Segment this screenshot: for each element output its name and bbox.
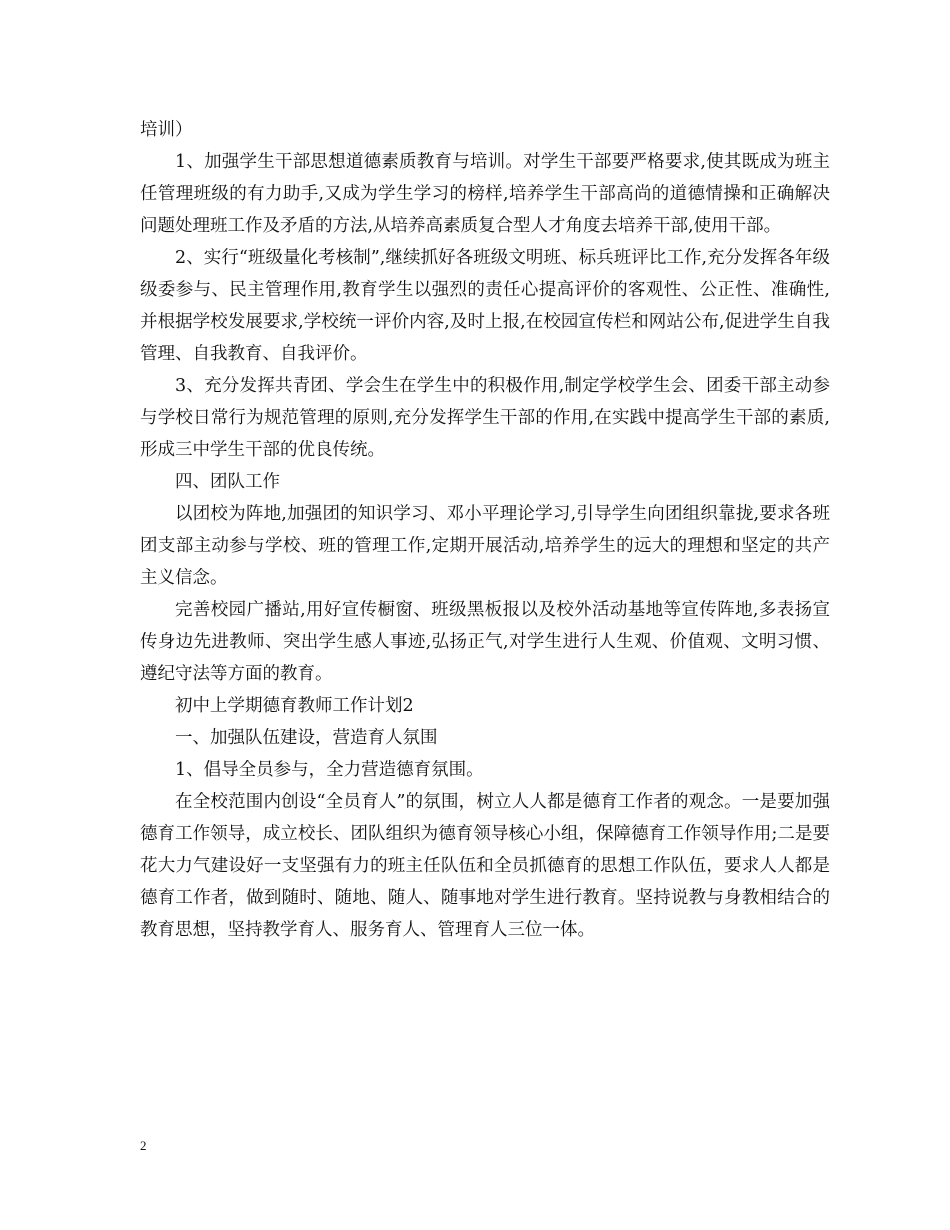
- paragraph-5: 以团校为阵地,加强团的知识学习、邓小平理论学习,引导学生向团组织靠拢,要求各班团支部主动参与学校、班的管理工作,定期开展活动,培养学生的远大的理想和坚定的共产主义信念。: [140, 504, 830, 588]
- page-number: 2: [140, 1138, 147, 1153]
- paragraph-3: 3、充分发挥共青团、学会生在学生中的积极作用,制定学校学生会、团委干部主动参与学校日常行为规范管理的原则,充分发挥学生干部的作用,在实践中提高学生干部的素质,形成三中学生干部的优良传统。: [140, 376, 830, 460]
- paragraph-2: 2、实行“班级量化考核制”,继续抓好各班级文明班、标兵班评比工作,充分发挥各年级级委参与、民主管理作用,教育学生以强烈的责任心提高评价的客观性、公正性、准确性,并根据学校发展要求,学校统一评价内容,及时上报,在校园宣传栏和网站公布,促进学生自我管理、自我教育、自我评价。: [140, 248, 830, 364]
- paragraph-6: 完善校园广播站,用好宣传橱窗、班级黑板报以及校外活动基地等宣传阵地,多表扬宣传身边先进教师、突出学生感人事迹,弘扬正气,对学生进行人生观、价值观、文明习惯、遵纪守法等方面的教育。: [140, 600, 830, 684]
- plan-title-2: 初中上学期德育教师工作计划2: [175, 696, 414, 716]
- section-heading-team-work: 四、团队工作: [175, 472, 280, 492]
- document-body: [140, 114, 830, 946]
- subheading-full-participation: 1、倡导全员参与，全力营造德育氛围。: [175, 760, 484, 780]
- paragraph-0: 培训）: [140, 120, 193, 140]
- paragraph-10: 在全校范围内创设“全员育人”的氛围，树立人人都是德育工作者的观念。一是要加强德育工作领导，成立校长、团队组织为德育领导核心小组，保障德育工作领导作用;二是要花大力气建设好一支坚强有力的班主任队伍和全员抓德育的思想工作队伍，要求人人都是德育工作者，做到随时、随地、随人、随事地对学生进行教育。坚持说教与身教相结合的教育思想，坚持教学育人、服务育人、管理育人三位一体。: [140, 792, 830, 940]
- section-heading-team-building: 一、加强队伍建设，营造育人氛围: [175, 728, 438, 748]
- paragraph-1: 1、加强学生干部思想道德素质教育与培训。对学生干部要严格要求,使其既成为班主任管理班级的有力助手,又成为学生学习的榜样,培养学生干部高尚的道德情操和正确解决问题处理班工作及矛盾的方法,从培养高素质复合型人才角度去培养干部,使用干部。: [140, 152, 830, 236]
